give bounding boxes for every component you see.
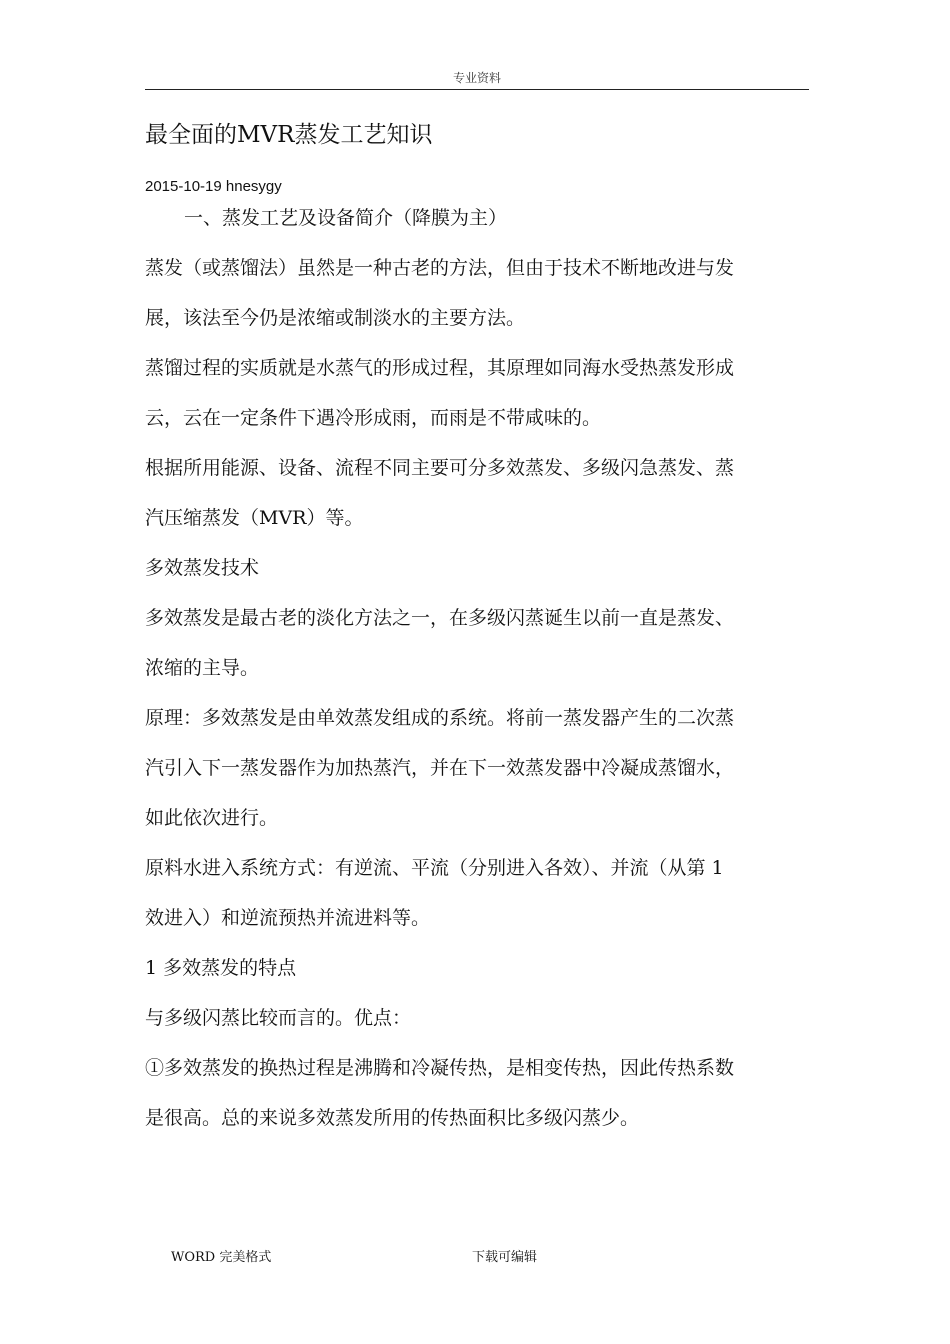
subheading: 1 多效蒸发的特点: [145, 957, 297, 979]
paragraph-line: 与多级闪蒸比较而言的。优点：: [145, 1007, 412, 1029]
paragraph-line: 浓缩的主导。: [145, 657, 260, 679]
footer-left: WORD 完美格式: [171, 1250, 272, 1265]
article-meta: 2015-10-19 hnesygy: [145, 178, 282, 195]
article-title: 最全面的MVR蒸发工艺知识: [145, 122, 433, 148]
page-header: 专业资料: [145, 70, 809, 90]
section-heading: 一、蒸发工艺及设备简介（降膜为主）: [184, 207, 508, 229]
paragraph-line: 如此依次进行。: [145, 807, 279, 829]
paragraph-line: 汽压缩蒸发（MVR）等。: [145, 507, 364, 529]
paragraph-line: 根据所用能源、设备、流程不同主要可分多效蒸发、多级闪急蒸发、蒸: [145, 457, 735, 479]
paragraph-line: ①多效蒸发的换热过程是沸腾和冷凝传热，是相变传热，因此传热系数: [145, 1057, 735, 1079]
subheading: 多效蒸发技术: [145, 557, 260, 579]
paragraph-line: 汽引入下一蒸发器作为加热蒸汽，并在下一效蒸发器中冷凝成蒸馏水，: [145, 757, 735, 779]
paragraph-line: 蒸发（或蒸馏法）虽然是一种古老的方法，但由于技术不断地改进与发: [145, 257, 735, 279]
paragraph-line: 多效蒸发是最古老的淡化方法之一，在多级闪蒸诞生以前一直是蒸发、: [145, 607, 735, 629]
footer-right: 下载可编辑: [472, 1250, 538, 1265]
paragraph-line: 是很高。总的来说多效蒸发所用的传热面积比多级闪蒸少。: [145, 1107, 640, 1129]
paragraph-line: 原理：多效蒸发是由单效蒸发组成的系统。将前一蒸发器产生的二次蒸: [145, 707, 735, 729]
paragraph-line: 原料水进入系统方式：有逆流、平流（分别进入各效）、并流（从第 1: [145, 857, 724, 879]
paragraph-line: 蒸馏过程的实质就是水蒸气的形成过程，其原理如同海水受热蒸发形成: [145, 357, 735, 379]
paragraph-line: 效进入）和逆流预热并流进料等。: [145, 907, 431, 929]
paragraph-line: 云，云在一定条件下遇冷形成雨，而雨是不带咸味的。: [145, 407, 602, 429]
paragraph-line: 展，该法至今仍是浓缩或制淡水的主要方法。: [145, 307, 526, 329]
